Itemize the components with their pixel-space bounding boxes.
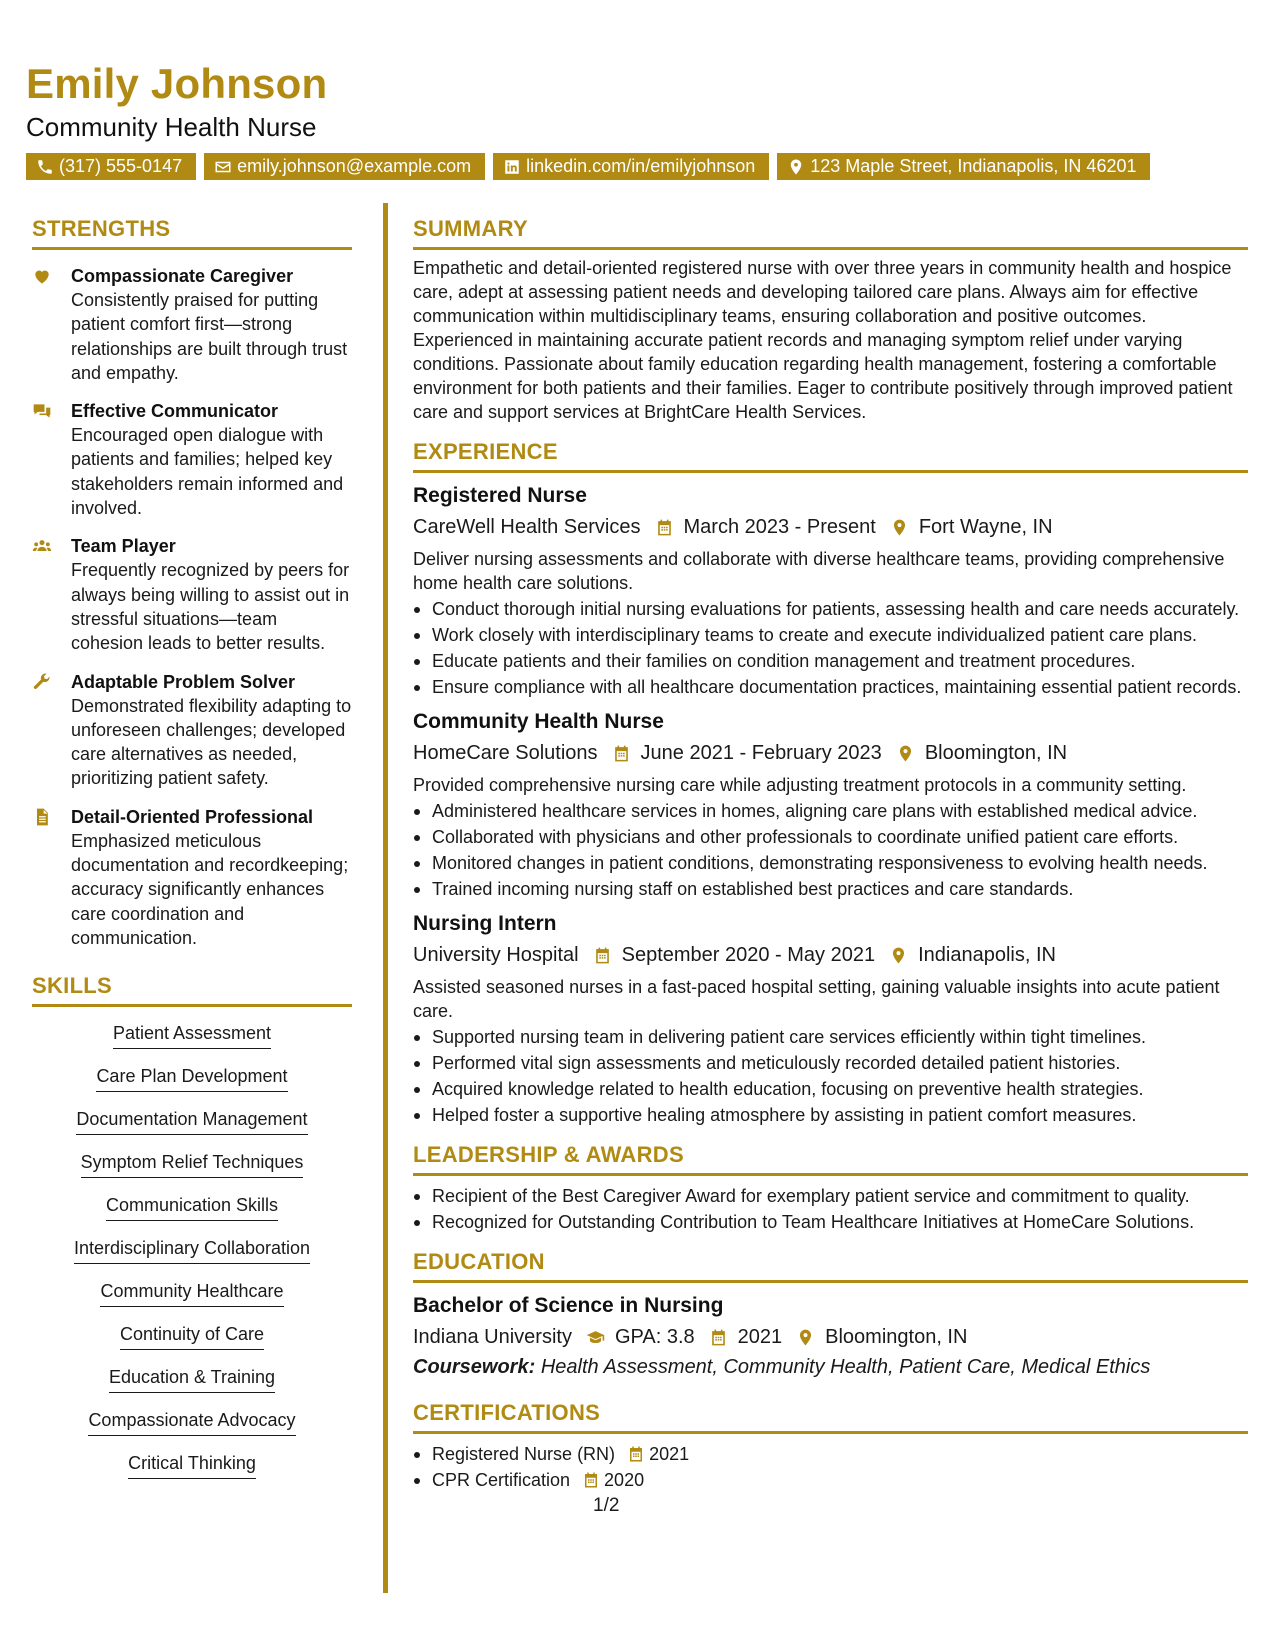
school-name: Indiana University bbox=[413, 1326, 572, 1348]
coursework-label: Coursework: bbox=[413, 1356, 536, 1378]
job-bullets bbox=[413, 1025, 1248, 1127]
strength-title: Team Player bbox=[71, 536, 176, 557]
calendar-icon bbox=[612, 744, 631, 763]
skills-rule bbox=[32, 1004, 352, 1007]
list-item: Acquired knowledge related to health education, focusing on preventive health strategies. bbox=[413, 1077, 1248, 1101]
contact-phone[interactable] bbox=[26, 153, 196, 180]
experience-rule bbox=[413, 470, 1248, 473]
job-company: HomeCare Solutions bbox=[413, 742, 598, 764]
summary-rule bbox=[413, 247, 1248, 250]
chat-bubbles-icon bbox=[32, 401, 52, 421]
list-item: Collaborated with physicians and other professionals to coordinate unified patient care efforts. bbox=[413, 825, 1248, 849]
list-item: Work closely with interdisciplinary teams to create and execute individualized patient care plans. bbox=[413, 623, 1248, 647]
job-desc: Deliver nursing assessments and collaborate with diverse healthcare teams, providing comprehensive home health care solutions. bbox=[413, 549, 1225, 593]
calendar-icon bbox=[627, 1445, 645, 1463]
strength-item bbox=[32, 399, 352, 520]
calendar-icon bbox=[655, 518, 674, 537]
job-desc: Assisted seasoned nurses in a fast-paced hospital setting, gaining valuable insights into acute patient care. bbox=[413, 977, 1220, 1021]
strength-title: Adaptable Problem Solver bbox=[71, 671, 296, 692]
graduation-cap-icon bbox=[586, 1328, 605, 1347]
right-column bbox=[413, 215, 1248, 1494]
job-meta bbox=[413, 941, 1248, 969]
strength-item bbox=[32, 805, 352, 950]
job-company: CareWell Health Services bbox=[413, 516, 641, 538]
strength-item bbox=[32, 670, 352, 791]
phone-icon bbox=[36, 158, 54, 176]
skill-tag: Documentation Management bbox=[76, 1107, 307, 1135]
contact-linkedin[interactable] bbox=[493, 153, 769, 180]
cert-year: 2020 bbox=[604, 1470, 645, 1490]
strength-desc: Demonstrated flexibility adapting to unforeseen challenges; developed care alternatives as needed, prioritizing patient safety. bbox=[71, 695, 352, 789]
strength-title: Effective Communicator bbox=[71, 401, 279, 422]
job-bullets bbox=[413, 799, 1248, 901]
certifications-heading: CERTIFICATIONS bbox=[413, 1400, 601, 1425]
list-item: Performed vital sign assessments and meticulously recorded detailed patient histories. bbox=[413, 1051, 1248, 1075]
list-item bbox=[413, 1468, 1248, 1492]
contact-address-text: 123 Maple Street, Indianapolis, IN 46201 bbox=[810, 156, 1137, 176]
job-dates: June 2021 - February 2023 bbox=[640, 742, 882, 764]
job-location: Fort Wayne, IN bbox=[918, 516, 1053, 538]
coursework-list: Health Assessment, Community Health, Patient Care, Medical Ethics bbox=[540, 1356, 1151, 1378]
list-item: Ensure compliance with all healthcare documentation practices, maintaining essential patient records. bbox=[413, 675, 1248, 699]
education-heading: EDUCATION bbox=[413, 1249, 545, 1274]
list-item: Supported nursing team in delivering patient care services efficiently within tight timelines. bbox=[413, 1025, 1248, 1049]
strength-item bbox=[32, 534, 352, 655]
envelope-icon bbox=[214, 158, 232, 176]
skill-tag: Symptom Relief Techniques bbox=[81, 1150, 304, 1178]
list-item: Helped foster a supportive healing atmosphere by assisting in patient comfort measures. bbox=[413, 1103, 1248, 1127]
strengths-rule bbox=[32, 247, 352, 250]
job-meta bbox=[413, 739, 1248, 767]
awards-rule bbox=[413, 1173, 1248, 1176]
list-item: Monitored changes in patient conditions, demonstrating responsiveness to evolving health needs. bbox=[413, 851, 1248, 875]
candidate-role: Community Health Nurse bbox=[26, 112, 317, 142]
linkedin-icon bbox=[503, 158, 521, 176]
education-meta bbox=[413, 1323, 1248, 1351]
candidate-name: Emily Johnson bbox=[26, 60, 328, 107]
skill-tag: Education & Training bbox=[109, 1365, 275, 1393]
job-dates: September 2020 - May 2021 bbox=[621, 944, 876, 966]
summary-heading: SUMMARY bbox=[413, 216, 528, 241]
skill-tag: Continuity of Care bbox=[120, 1322, 264, 1350]
school-location: Bloomington, IN bbox=[825, 1326, 968, 1348]
map-pin-icon bbox=[896, 744, 915, 763]
strength-desc: Consistently praised for putting patient comfort first—strong relationships are built through trust and empathy. bbox=[71, 290, 348, 383]
skill-tag: Community Healthcare bbox=[100, 1279, 283, 1307]
strength-title: Compassionate Caregiver bbox=[71, 266, 294, 286]
summary-text: Empathetic and detail-oriented registered nurse with over three years in community health and hospice care, adept at assessing patient needs and developing tailored care plans. Always aim for effective communication within multidisciplinary teams, ensuring collaboration and positive outcomes. Experienced in maintaining accurate patient records and managing symptom relief under varying conditions. Passionate about family education regarding health management, fostering a comfortable environment for both patients and their families. Eager to contribute positively through improved patient care and support services at BrightCare Health Services. bbox=[413, 258, 1233, 422]
job-location: Bloomington, IN bbox=[924, 742, 1068, 764]
cert-name: Registered Nurse (RN) bbox=[432, 1444, 616, 1464]
certifications-list bbox=[413, 1442, 1248, 1492]
document-icon bbox=[32, 807, 52, 827]
contact-bar bbox=[26, 153, 1150, 180]
calendar-icon bbox=[582, 1471, 600, 1489]
job-location: Indianapolis, IN bbox=[918, 944, 1056, 966]
graduation-year: 2021 bbox=[737, 1326, 783, 1348]
cert-name: CPR Certification bbox=[432, 1470, 571, 1490]
contact-phone-text: (317) 555-0147 bbox=[59, 156, 183, 176]
skill-tag: Care Plan Development bbox=[96, 1064, 287, 1092]
calendar-icon bbox=[709, 1328, 728, 1347]
job-dates: March 2023 - Present bbox=[683, 516, 876, 538]
calendar-icon bbox=[593, 946, 612, 965]
list-item: Conduct thorough initial nursing evaluations for patients, assessing health and care needs accurately. bbox=[413, 597, 1248, 621]
list-item bbox=[413, 1442, 1248, 1466]
job-title: Community Health Nurse bbox=[413, 710, 664, 733]
awards-list bbox=[413, 1184, 1248, 1234]
job-title: Registered Nurse bbox=[413, 484, 587, 507]
skills-heading: SKILLS bbox=[32, 973, 113, 999]
experience-heading: EXPERIENCE bbox=[413, 439, 558, 464]
column-divider bbox=[383, 203, 388, 1593]
skill-tag: Interdisciplinary Collaboration bbox=[74, 1236, 310, 1264]
users-icon bbox=[32, 536, 52, 556]
strength-desc: Encouraged open dialogue with patients and families; helped key stakeholders remain informed and involved. bbox=[71, 425, 344, 519]
heart-icon bbox=[32, 266, 52, 286]
left-column bbox=[32, 215, 352, 1494]
contact-email[interactable] bbox=[204, 153, 485, 180]
cert-year: 2021 bbox=[649, 1444, 690, 1464]
list-item: Administered healthcare services in homes, aligning care plans with established medical advice. bbox=[413, 799, 1248, 823]
strength-title: Detail-Oriented Professional bbox=[71, 806, 314, 827]
skill-tag: Compassionate Advocacy bbox=[88, 1408, 295, 1436]
map-pin-icon bbox=[796, 1328, 815, 1347]
skills-list bbox=[32, 1021, 352, 1494]
strength-desc: Emphasized meticulous documentation and recordkeeping; accuracy significantly enhances care coordination and communication. bbox=[71, 830, 349, 948]
page-number: 1/2 bbox=[593, 1495, 620, 1516]
degree-title: Bachelor of Science in Nursing bbox=[413, 1294, 724, 1317]
job-company: University Hospital bbox=[413, 944, 579, 966]
skill-tag: Critical Thinking bbox=[128, 1451, 256, 1479]
list-item: Recognized for Outstanding Contribution to Team Healthcare Initiatives at HomeCare Solutions. bbox=[413, 1210, 1248, 1234]
certifications-rule bbox=[413, 1431, 1248, 1434]
contact-email-text: emily.johnson@example.com bbox=[237, 156, 472, 176]
coursework bbox=[413, 1353, 1248, 1381]
job-desc: Provided comprehensive nursing care while adjusting treatment protocols in a community setting. bbox=[413, 775, 1187, 795]
wrench-icon bbox=[32, 672, 52, 692]
strengths-heading: STRENGTHS bbox=[32, 216, 171, 241]
contact-linkedin-text: linkedin.com/in/emilyjohnson bbox=[526, 156, 756, 176]
job-bullets bbox=[413, 597, 1248, 699]
job-meta bbox=[413, 513, 1248, 541]
list-item: Educate patients and their families on condition management and treatment procedures. bbox=[413, 649, 1248, 673]
education-rule bbox=[413, 1280, 1248, 1283]
list-item: Recipient of the Best Caregiver Award for exemplary patient service and commitment to quality. bbox=[413, 1184, 1248, 1208]
awards-heading: LEADERSHIP & AWARDS bbox=[413, 1142, 684, 1167]
map-pin-icon bbox=[890, 518, 909, 537]
strength-desc: Frequently recognized by peers for always being willing to assist out in stressful situations—team cohesion leads to better results. bbox=[71, 560, 350, 654]
skill-tag: Communication Skills bbox=[106, 1193, 278, 1221]
skill-tag: Patient Assessment bbox=[113, 1021, 271, 1049]
job-title: Nursing Intern bbox=[413, 912, 557, 935]
map-pin-icon bbox=[787, 158, 805, 176]
gpa: GPA: 3.8 bbox=[614, 1326, 695, 1348]
contact-address[interactable] bbox=[777, 153, 1150, 180]
map-pin-icon bbox=[889, 946, 908, 965]
strength-item bbox=[32, 264, 352, 385]
list-item: Trained incoming nursing staff on established best practices and care standards. bbox=[413, 877, 1248, 901]
